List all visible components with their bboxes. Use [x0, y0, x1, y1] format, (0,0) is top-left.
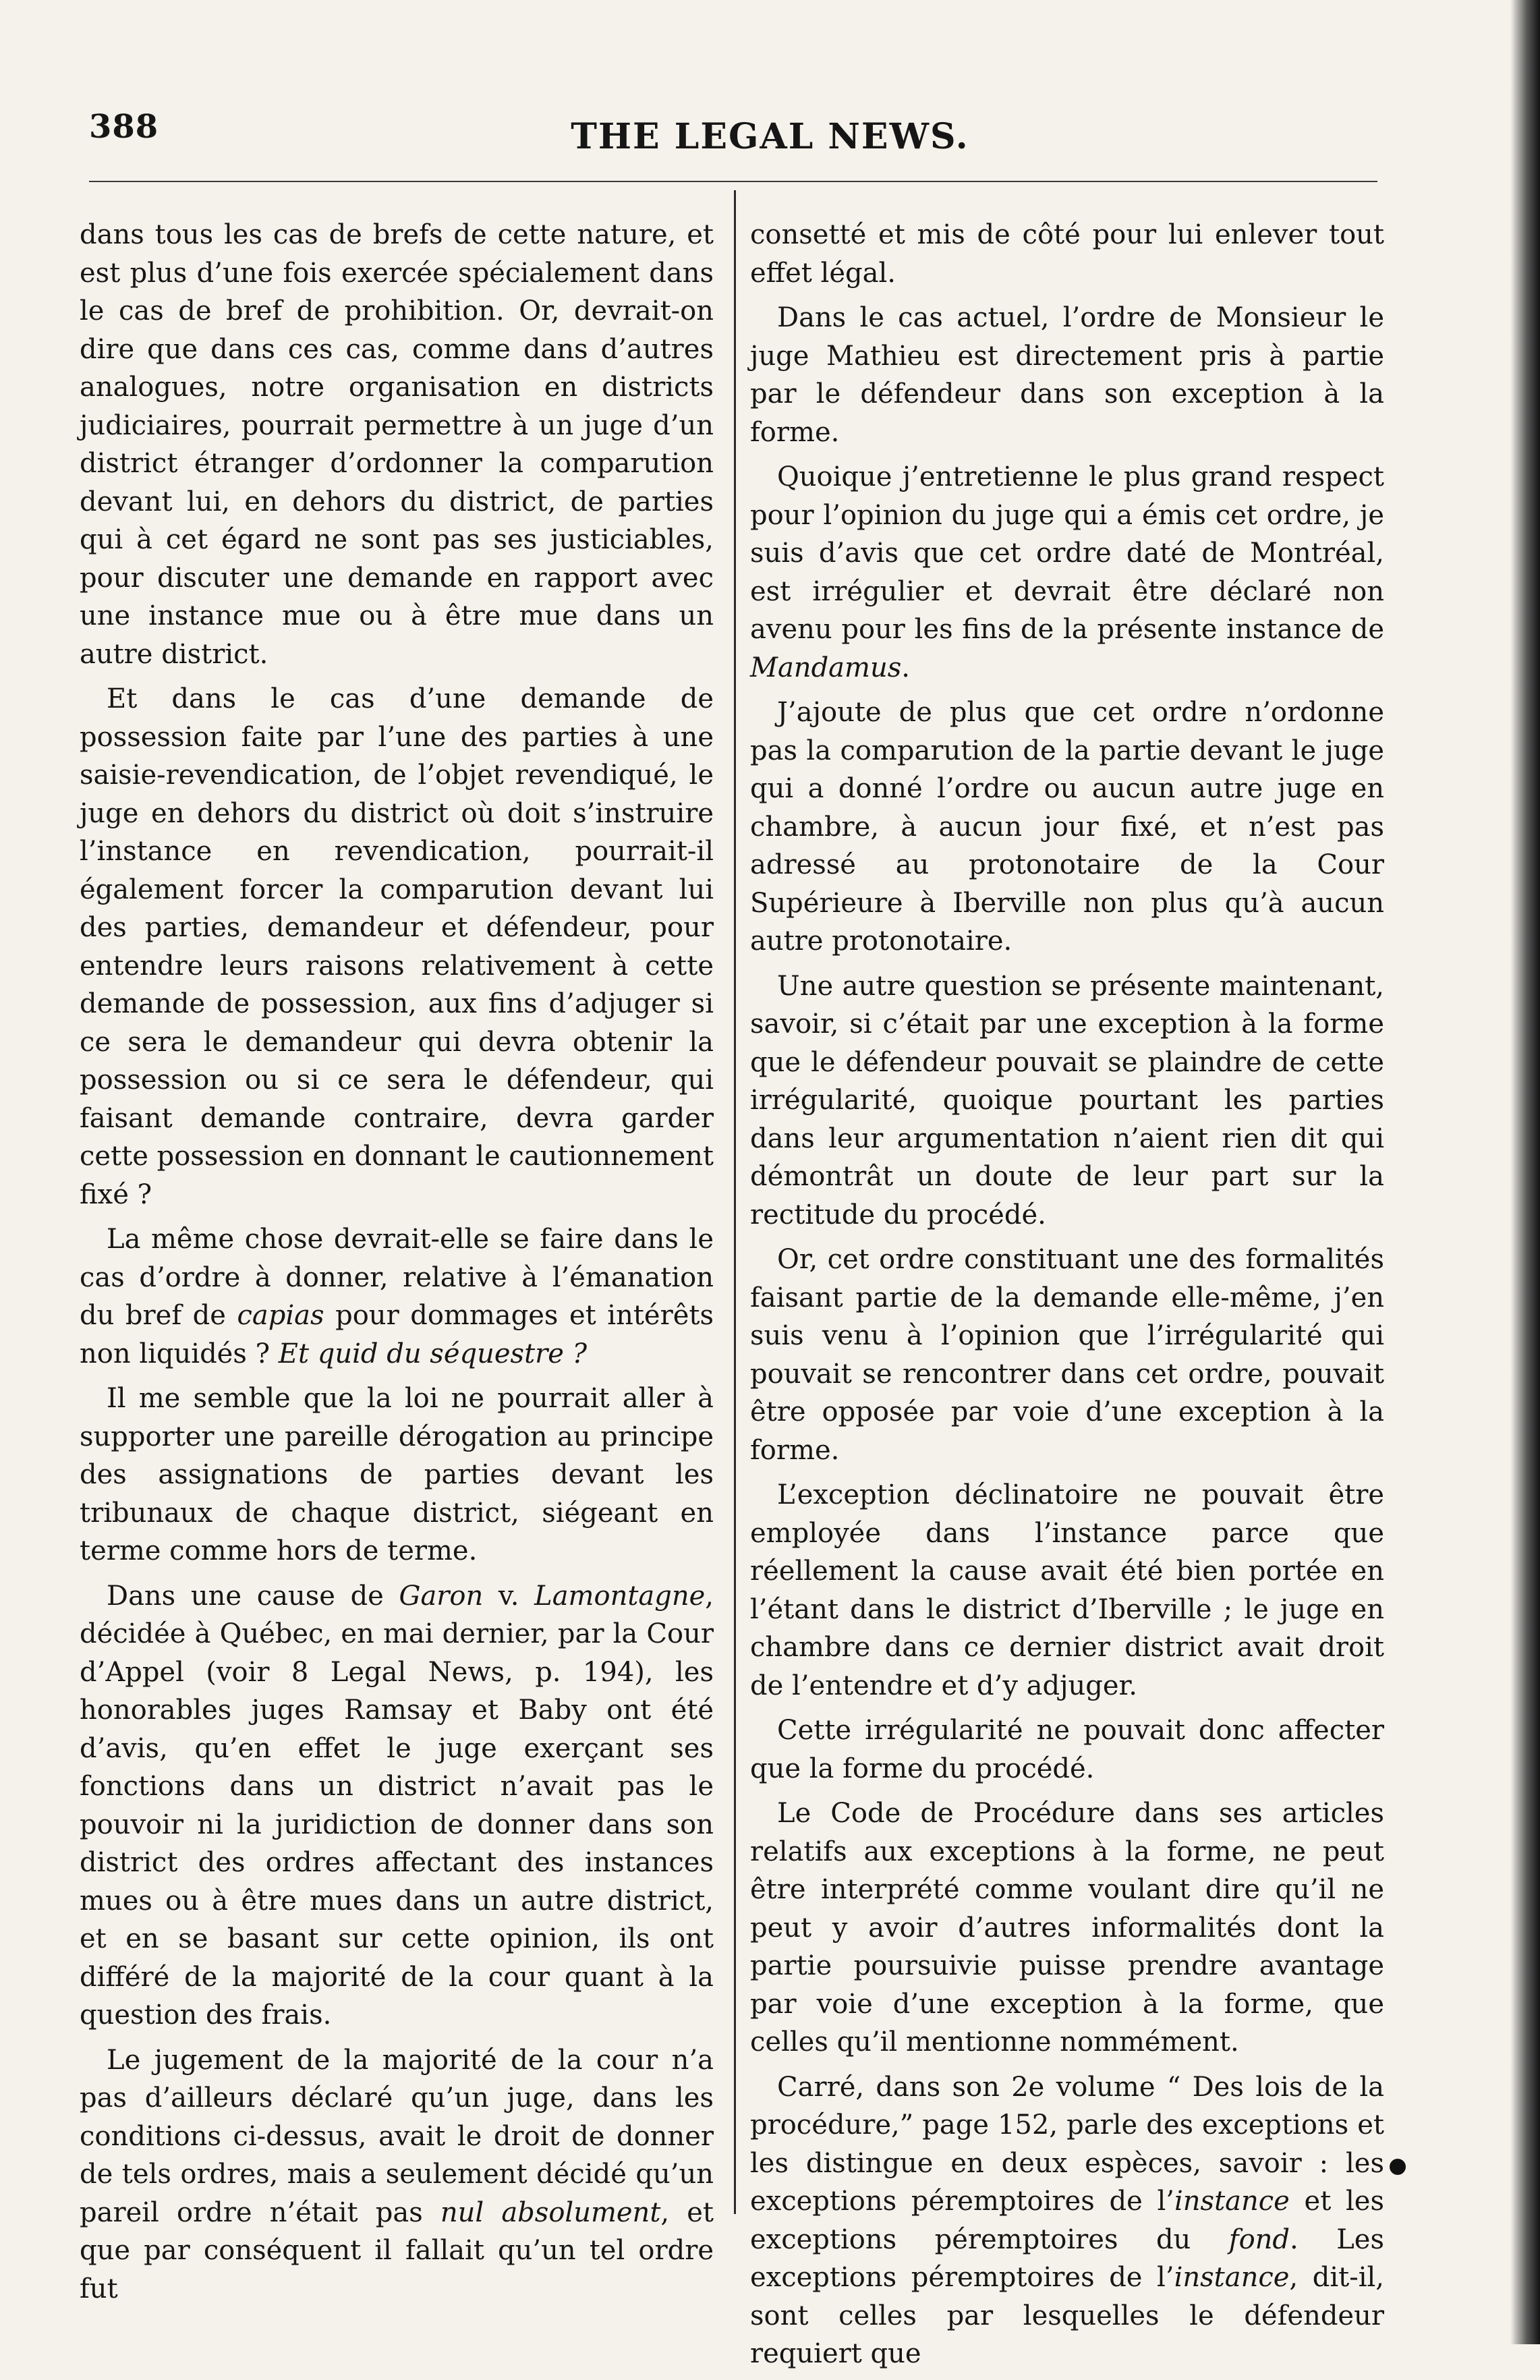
text-run: Quoique j’entretienne le plus grand respect pour l’opinion du juge qui a émis cet ordre, je suis d’avis que cet ordre daté de Montréal, est irrégulier et devrait être déclaré non avenu pour les fins de la présente instance de — [750, 461, 1384, 645]
case-party: Lamontagne — [534, 1580, 706, 1612]
paragraph: consetté et mis de côté pour lui enlever tout effet légal. — [750, 219, 1384, 289]
paragraph — [750, 2068, 1384, 2373]
right-column — [750, 216, 1384, 2380]
italic-term: capias — [237, 1300, 324, 1331]
text-run: Carré, dans son 2e volume “ Des lois de la procédure,” page 152, parle des exceptions et les distingue en deux espèces, savoir : les exceptions péremptoires de l’ — [750, 2071, 1384, 2217]
paragraph: Dans le cas actuel, l’ordre de Monsieur le juge Mathieu est directement pris à partie par le défendeur dans son exception à la forme. — [750, 302, 1384, 448]
paragraph — [80, 1220, 714, 1373]
text-run: , décidée à Québec, en mai dernier, par la Cour d’Appel (voir 8 Legal News, p. 194), les honorables juges Ramsay et Baby ont été d’avis, qu’en effet le juge exerçant ses fonctions dans un district n’avait pas le pouvoir ni la juridiction de donner dans son district des ordres affectant des instances mues ou à être mues dans un autre district, et en se basant sur cette opinion, ils ont différé de la majorité de la cour quant à la question des frais. — [80, 1580, 714, 2031]
text-run: Le jugement de la majorité de la cour n’a pas d’ailleurs déclaré qu’un juge, dans les conditions ci-dessus, avait le droit de donner de tels ordres, mais a seulement décidé qu’un pareil ordre n’était pas — [80, 2044, 714, 2228]
running-head: THE LEGAL NEWS. — [571, 116, 969, 157]
paragraph: Cette irrégularité ne pouvait donc affecter que la forme du procédé. — [750, 1715, 1384, 1784]
text-run: Dans une cause de — [107, 1580, 399, 1612]
text-run: . — [901, 652, 910, 683]
italic-term: instance — [1174, 2262, 1290, 2293]
italic-term: fond — [1228, 2223, 1290, 2255]
paragraph: Le Code de Procédure dans ses articles relatifs aux exceptions à la forme, ne peut être interprété comme voulant dire qu’il ne peut y avoir d’autres informalités dont la partie poursuivie puisse prendre avantage par voie d’une exception à la forme, que celles qu’il mentionne nommément. — [750, 1798, 1384, 2058]
italic-term: Mandamus — [750, 652, 902, 683]
paragraph: Une autre question se présente maintenant, savoir, si c’était par une exception à la forme que le défendeur pouvait se plaindre de cette irrégularité, quoique pourtant les parties dans leur argumentation n’aient rien dit qui démontrât un doute de leur part sur la rectitude du procédé. — [750, 970, 1384, 1230]
paragraph: Or, cet ordre constituant une des formalités faisant partie de la demande elle-même, j’en suis venu à l’opinion que l’irrégularité qui pouvait se rencontrer dans cet ordre, pouvait être opposée par voie d’une exception à la forme. — [750, 1244, 1384, 1466]
text-run: . Les exceptions péremptoires de l’ — [750, 2223, 1384, 2293]
text-run: , et que par conséquent il fallait qu’un tel ordre fut — [80, 2197, 714, 2304]
text-run: pour dommages et intérêts non liquidés ? — [80, 1300, 714, 1369]
case-party: Garon — [399, 1580, 484, 1612]
text-run: La même chose devrait-elle se faire dans le cas d’ordre à donner, relative à l’émanation du bref de — [80, 1224, 714, 1331]
header-rule — [89, 181, 1377, 182]
left-column — [80, 216, 714, 2315]
ink-speck — [1390, 2159, 1406, 2175]
paragraph: dans tous les cas de brefs de cette nature, et est plus d’une fois exercée spécialement dans le cas de bref de prohibition. Or, devrait-on dire que dans ces cas, comme dans d’autres analogues, notre organisation en districts judiciaires, pourrait permettre à un juge d’un district étranger d’ordonner la comparution devant lui, en dehors du district, de parties qui à cet égard ne sont pas ses justiciables, pour discuter une demande en rapport avec une instance mue ou à être mue dans un autre district. — [80, 219, 714, 670]
paragraph: Et dans le cas d’une demande de possession faite par l’une des parties à une saisie-revendication, de l’objet revendiqué, le juge en dehors du district où doit s’instruire l’instance en revendication, pourrait-il également forcer la comparution devant lui des parties, demandeur et défendeur, pour entendre leurs raisons relativement à cette demande de possession, aux fins d’adjuger si ce sera le demandeur qui devra obtenir la possession ou si ce sera le défendeur, qui faisant demande contraire, devra garder cette possession en donnant le cautionnement fixé ? — [80, 683, 714, 1210]
page-number: 388 — [89, 108, 159, 146]
italic-term: instance — [1174, 2186, 1290, 2217]
text-run: , dit-il, sont celles par lesquelles le défendeur requiert que — [750, 2262, 1385, 2369]
binding-edge — [1510, 0, 1540, 2344]
paragraph — [80, 2041, 714, 2308]
paragraph: J’ajoute de plus que cet ordre n’ordonne pas la comparution de la partie devant le juge qui a donné l’ordre ou aucun autre juge en chambre, à aucun jour fixé, et n’est pas adressé au protonotaire de la Cour Supérieure à Iberville non plus qu’à aucun autre protonotaire. — [750, 697, 1384, 957]
paragraph — [80, 1577, 714, 2035]
column-rule — [734, 190, 736, 2214]
italic-term: nul absolument — [440, 2197, 661, 2228]
text-run: et les exceptions péremptoires du — [750, 2186, 1385, 2255]
paragraph: Il me semble que la loi ne pourrait aller à supporter une pareille dérogation au principe des assignations de parties devant les tribunaux de chaque district, siégeant en terme comme hors de terme. — [80, 1383, 714, 1566]
paragraph — [750, 458, 1384, 687]
paragraph: L’exception déclinatoire ne pouvait être employée dans l’instance parce que réellement la cause avait été bien portée en l’étant dans le district d’Iberville ; le juge en chambre dans ce dernier district avait droit de l’entendre et d’y adjuger. — [750, 1479, 1384, 1701]
italic-term: Et quid du séquestre ? — [278, 1338, 588, 1369]
text-run: v. — [483, 1580, 535, 1612]
